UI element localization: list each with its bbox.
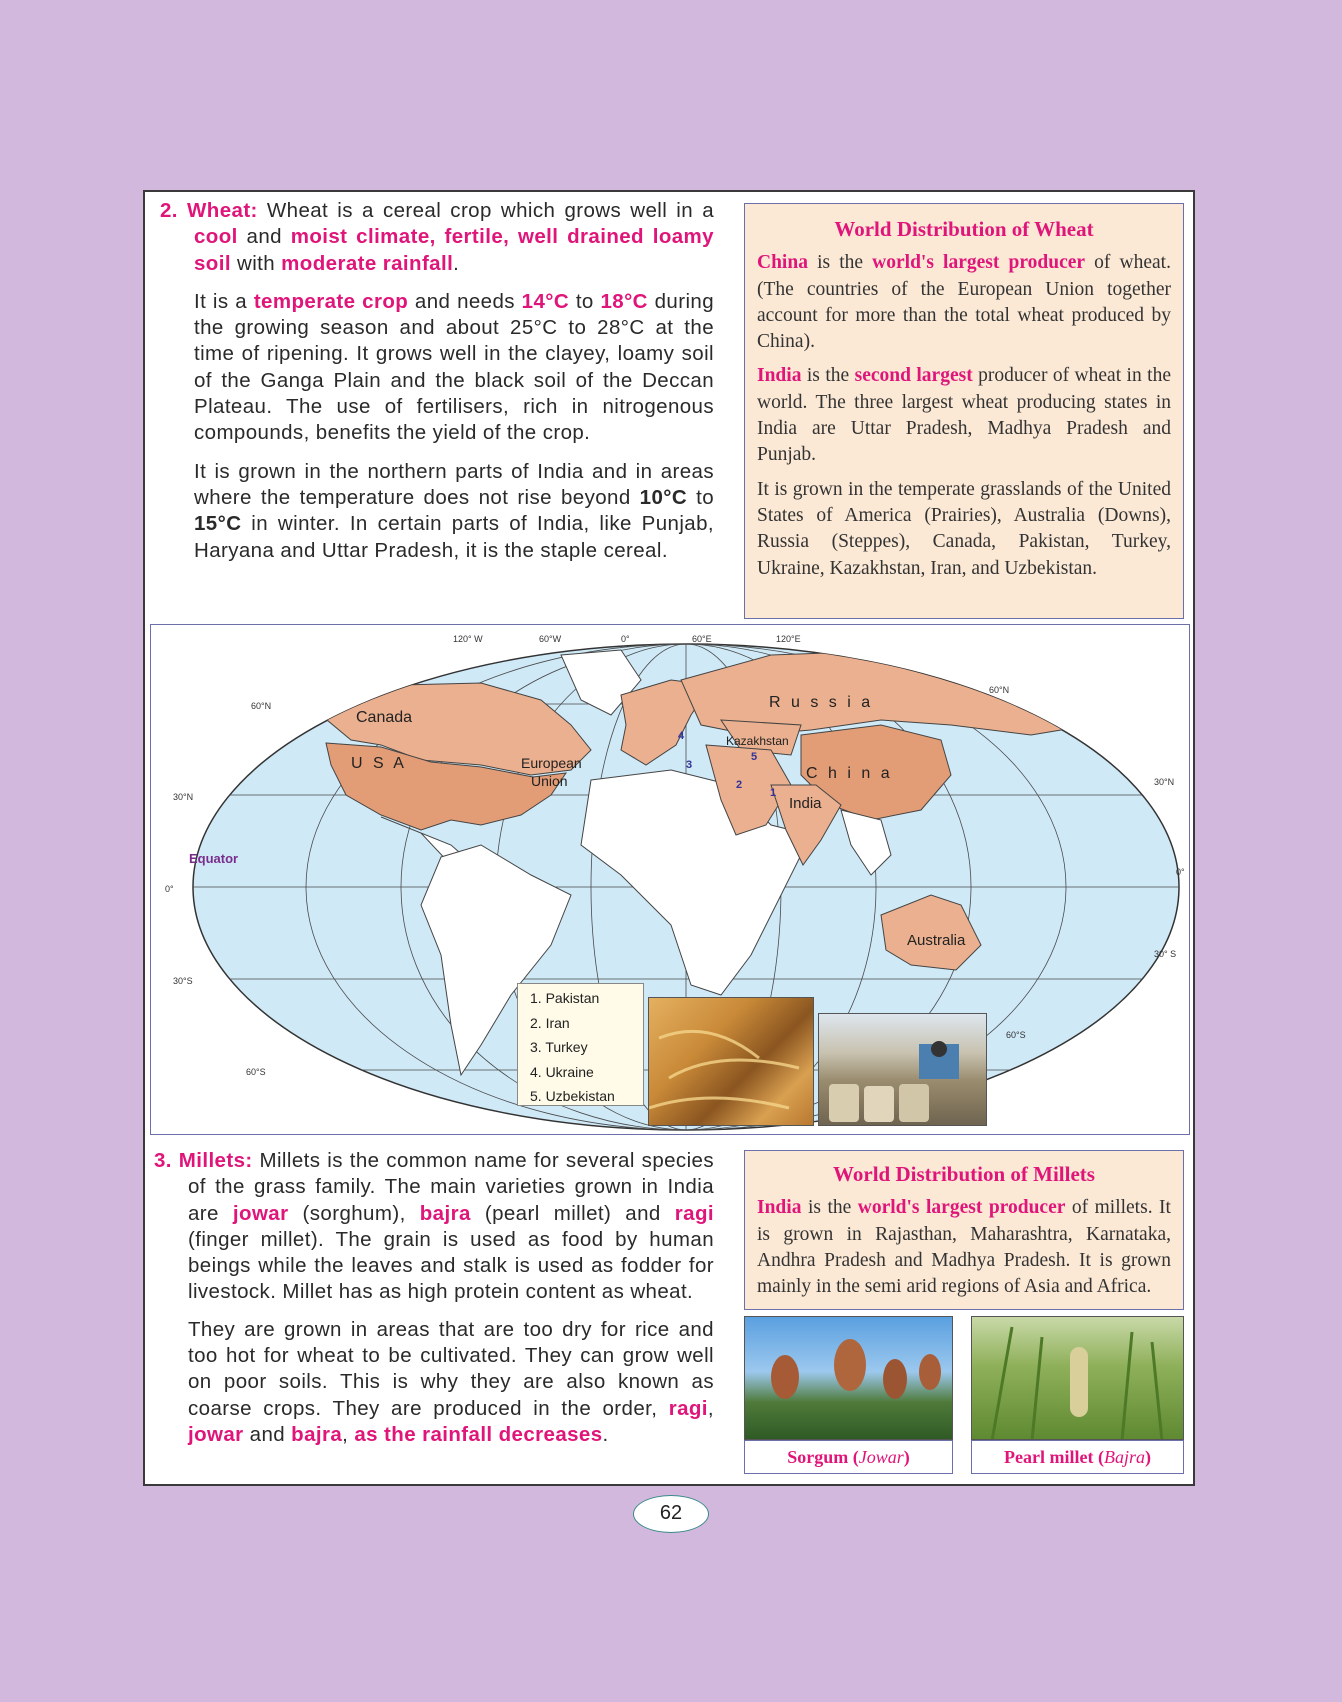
- lat-right-3: 0°: [1176, 867, 1185, 877]
- map-number-5: 5: [751, 751, 758, 763]
- map-number-1: 1: [770, 787, 777, 799]
- page-number: 62: [633, 1495, 709, 1533]
- pearl-millet-photo: [971, 1316, 1184, 1440]
- millets-section: [154, 1148, 714, 1448]
- millets-box-title: World Distribution of Millets: [833, 1162, 1095, 1186]
- wheat-number: 2.: [160, 199, 178, 222]
- label-india: India: [789, 795, 822, 812]
- legend-item: 5. Uzbekistan: [530, 1088, 615, 1104]
- pearl-millet-caption: Pearl millet (Bajra): [971, 1440, 1184, 1474]
- lat-left-5: 60°S: [246, 1067, 266, 1077]
- equator-label: Equator: [189, 851, 239, 866]
- wheat-ears-image: [649, 998, 814, 1126]
- lat-left-1: 60°N: [251, 701, 272, 711]
- wheat-distribution-box: [744, 203, 1184, 619]
- pearl-millet-image: [972, 1317, 1184, 1440]
- wheat-box-paragraph-2: India is the second largest producer of wheat in the world. The three largest wheat producing states in India are Uttar Pradesh, Madhya Pradesh and Punjab.: [757, 365, 1171, 466]
- wheat-field-photo: [648, 997, 814, 1126]
- sorghum-caption: Sorgum (Jowar): [744, 1440, 953, 1474]
- lat-right-2: 30°N: [1154, 777, 1175, 787]
- label-eu-2: Union: [531, 773, 568, 789]
- label-russia: R u s s i a: [769, 694, 874, 711]
- lat-left-3: 0°: [165, 884, 174, 894]
- legend-item: 4. Ukraine: [530, 1063, 594, 1080]
- legend-item: 2. Iran: [530, 1014, 570, 1031]
- label-australia: Australia: [907, 932, 966, 949]
- lon-label-1: 120° W: [453, 634, 483, 644]
- map-legend: [517, 983, 644, 1106]
- millets-paragraph-2: They are grown in areas that are too dry for rice and too hot for wheat to be cultivated. They can grow well on poor soils. This is why they are also known as coarse crops. They are produced in the order, ragi, jowar and bajra, as the rainfall decreases.: [188, 1317, 714, 1446]
- millets-heading: Millets:: [178, 1149, 253, 1172]
- harvest-image: [819, 1014, 987, 1126]
- wheat-paragraph-2: It is a temperate crop and needs 14°C to 18°C during the growing season and about 25°C to 28°C at the time of ripening. It grows well in the clayey, loamy soil of the Ganga Plain and the black soil of the Deccan Plateau. The use of fertilisers, rich in nitrogenous compounds, benefits the yield of the crop.: [194, 289, 715, 445]
- world-wheat-map: [150, 624, 1190, 1135]
- wheat-section: [160, 198, 714, 564]
- sorghum-photo: [744, 1316, 953, 1440]
- wheat-box-title: World Distribution of Wheat: [834, 217, 1094, 241]
- wheat-heading: Wheat:: [187, 199, 258, 222]
- label-usa: U S A: [351, 755, 407, 772]
- millets-paragraph-1: 3. Millets: Millets is the common name for several species of the grass family. The main varieties grown in India are jowar (sorghum), bajra (pearl millet) and ragi (finger millet). The grain is used as food by human beings while the leaves and stalk is used as fodder for livestock. Millet has as high protein content as wheat.: [154, 1149, 714, 1304]
- lon-label-3: 0°: [621, 634, 630, 644]
- lat-right-5: 60°S: [1006, 1030, 1026, 1040]
- lat-right-4: 30° S: [1154, 949, 1177, 959]
- millets-box-paragraph: India is the world's largest producer of millets. It is grown in Rajasthan, Maharashtra, Karnataka, Andhra Pradesh and Madhya Pradesh. It is grown mainly in the semi arid regions of Asia and Africa.: [757, 1197, 1171, 1298]
- label-canada: Canada: [356, 709, 413, 726]
- wheat-box-paragraph-3: It is grown in the temperate grasslands of the United States of America (Prairies), Australia (Downs), Russia (Steppes), Canada, Pakistan, Turkey, Ukraine, Kazakhstan, Iran, and Uzbekistan.: [757, 478, 1171, 579]
- wheat-paragraph-3: It is grown in the northern parts of India and in areas where the temperature does not rise beyond 10°C to 15°C in winter. In certain parts of India, like Punjab, Haryana and Uttar Pradesh, it is the staple cereal.: [194, 459, 714, 562]
- millets-distribution-box: [744, 1150, 1184, 1310]
- map-number-2: 2: [736, 779, 743, 791]
- map-number-4: 4: [678, 730, 685, 742]
- lat-left-4: 30°S: [173, 976, 193, 986]
- lat-right-1: 60°N: [989, 685, 1010, 695]
- lat-left-2: 30°N: [173, 792, 194, 802]
- legend-item: 3. Turkey: [530, 1039, 588, 1055]
- label-china: C h i n a: [806, 765, 893, 782]
- label-eu-1: European: [521, 755, 582, 771]
- wheat-harvest-photo: [818, 1013, 987, 1126]
- wheat-paragraph-1: 2. Wheat: Wheat is a cereal crop which grows well in a cool and moist climate, fertile, well drained loamy soil with moderate rainfall.: [160, 199, 714, 275]
- lon-label-2: 60°W: [539, 634, 562, 644]
- map-number-3: 3: [686, 759, 693, 771]
- lon-label-4: 60°E: [692, 634, 712, 644]
- wheat-box-paragraph-1: China is the world's largest producer of wheat. (The countries of the European Union together account for more than the total wheat produced by China).: [757, 252, 1171, 353]
- millets-number: 3.: [154, 1149, 172, 1172]
- legend-item: 1. Pakistan: [530, 990, 600, 1006]
- lon-label-5: 120°E: [776, 634, 801, 644]
- label-kazakhstan: Kazakhstan: [726, 734, 789, 748]
- sorghum-image: [745, 1317, 953, 1440]
